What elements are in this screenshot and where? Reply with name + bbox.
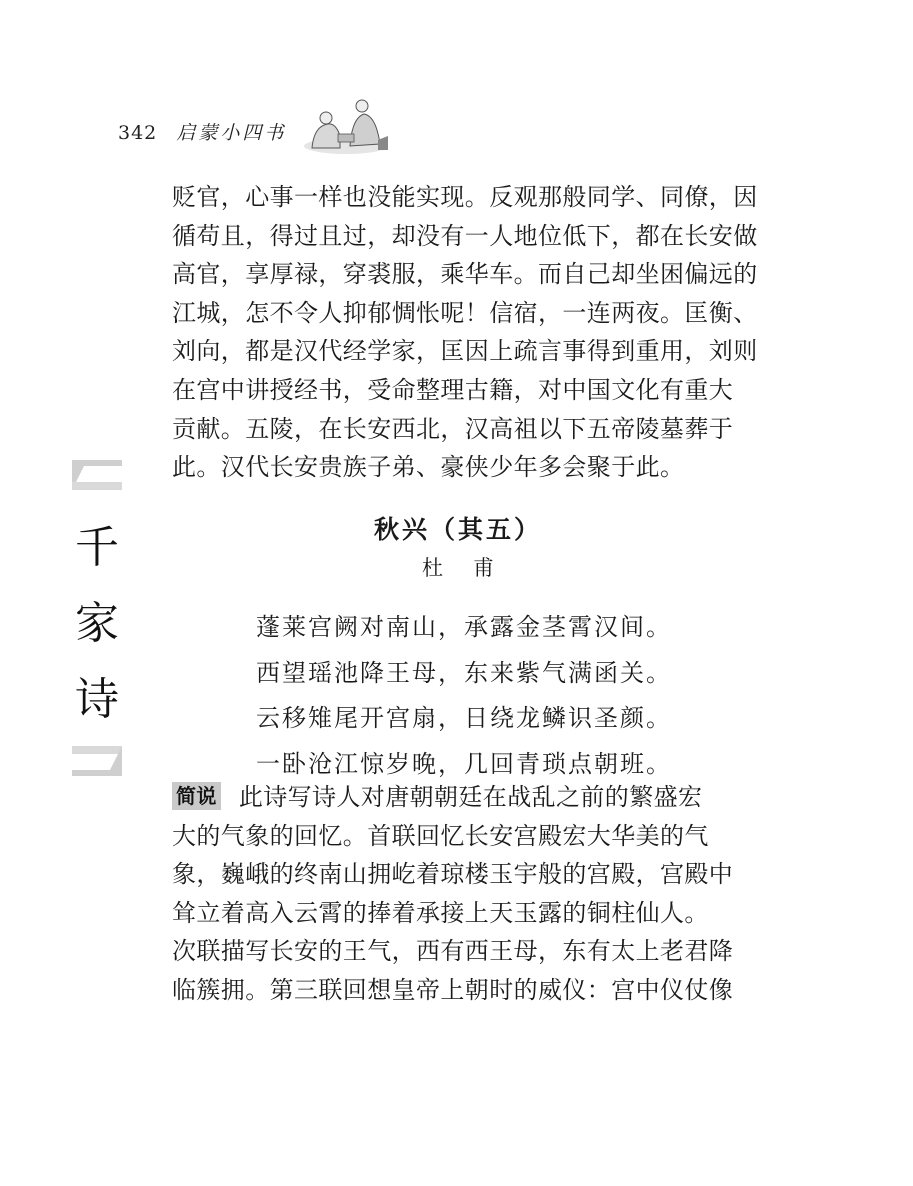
poem-line: 一卧沧江惊岁晚，几回青琐点朝班。	[256, 749, 672, 778]
text-line: 大的气象的回忆。首联回忆长安宫殿宏大华美的气	[172, 821, 709, 850]
text-line: 贡献。五陵，在长安西北，汉高祖以下五帝陵墓葬于	[172, 414, 734, 443]
poem-body	[256, 605, 672, 787]
book-title: 启蒙小四书	[176, 122, 287, 144]
poem-line: 云移雉尾开宫扇，日绕龙鳞识圣颜。	[256, 704, 672, 732]
sidebar-char: 诗	[75, 674, 119, 725]
running-header	[118, 118, 286, 145]
sidebar-char: 千	[75, 522, 119, 573]
text-line: 江城，怎不令人抑郁惆怅呢！信宿，一连两夜。匡衡、	[172, 298, 758, 327]
text-line: 临簇拥。第三联回想皇帝上朝时的威仪：宫中仪仗像	[172, 975, 734, 1004]
sidebar-char: 家	[75, 598, 119, 649]
commentary-paragraph	[172, 778, 744, 1010]
poem-title: 秋兴（其五）	[373, 515, 542, 544]
poem-author: 杜甫	[422, 556, 524, 580]
text-line: 刘向，都是汉代经学家，匡因上疏言事得到重用，刘则	[172, 337, 758, 366]
poem-line: 西望瑶池降王母，东来紫气满函关。	[256, 658, 672, 687]
text-line: 贬官，心事一样也没能实现。反观那般同学、同僚，因	[172, 183, 758, 211]
text-line: 在宫中讲授经书，受命整理古籍，对中国文化有重大	[172, 375, 734, 404]
text-line: 耸立着高入云霄的捧着承接上天玉露的铜柱仙人。	[172, 898, 709, 927]
text-line: 象，巍峨的终南山拥屹着琼楼玉宇般的宫殿，宫殿中	[172, 860, 734, 889]
section-sidebar	[72, 460, 124, 776]
sidebar-bottom-bracket	[72, 746, 122, 776]
scholars-illustration-icon	[300, 96, 392, 158]
poem-line: 蓬莱宫阙对南山，承露金茎霄汉间。	[256, 613, 672, 641]
page-number: 342	[118, 122, 158, 144]
text-line: 高官，享厚禄，穿裘服，乘华车。而自己却坐困偏远的	[172, 260, 758, 289]
text-line: 此。汉代长安贵族子弟、豪侠少年多会聚于此。	[172, 453, 685, 482]
sidebar-top-bracket	[72, 460, 122, 490]
text-line: 次联描写长安的王气，西有西王母，东有太上老君降	[172, 937, 734, 966]
commentary-tag: 简说	[172, 782, 221, 810]
text-line: 此诗写诗人对唐朝朝廷在战乱之前的繁盛宏	[238, 783, 703, 811]
notes-paragraph	[172, 178, 758, 487]
commentary-first-line	[172, 778, 744, 817]
text-line: 循苟且，得过且过，却没有一人地位低下，都在长安做	[172, 221, 758, 250]
